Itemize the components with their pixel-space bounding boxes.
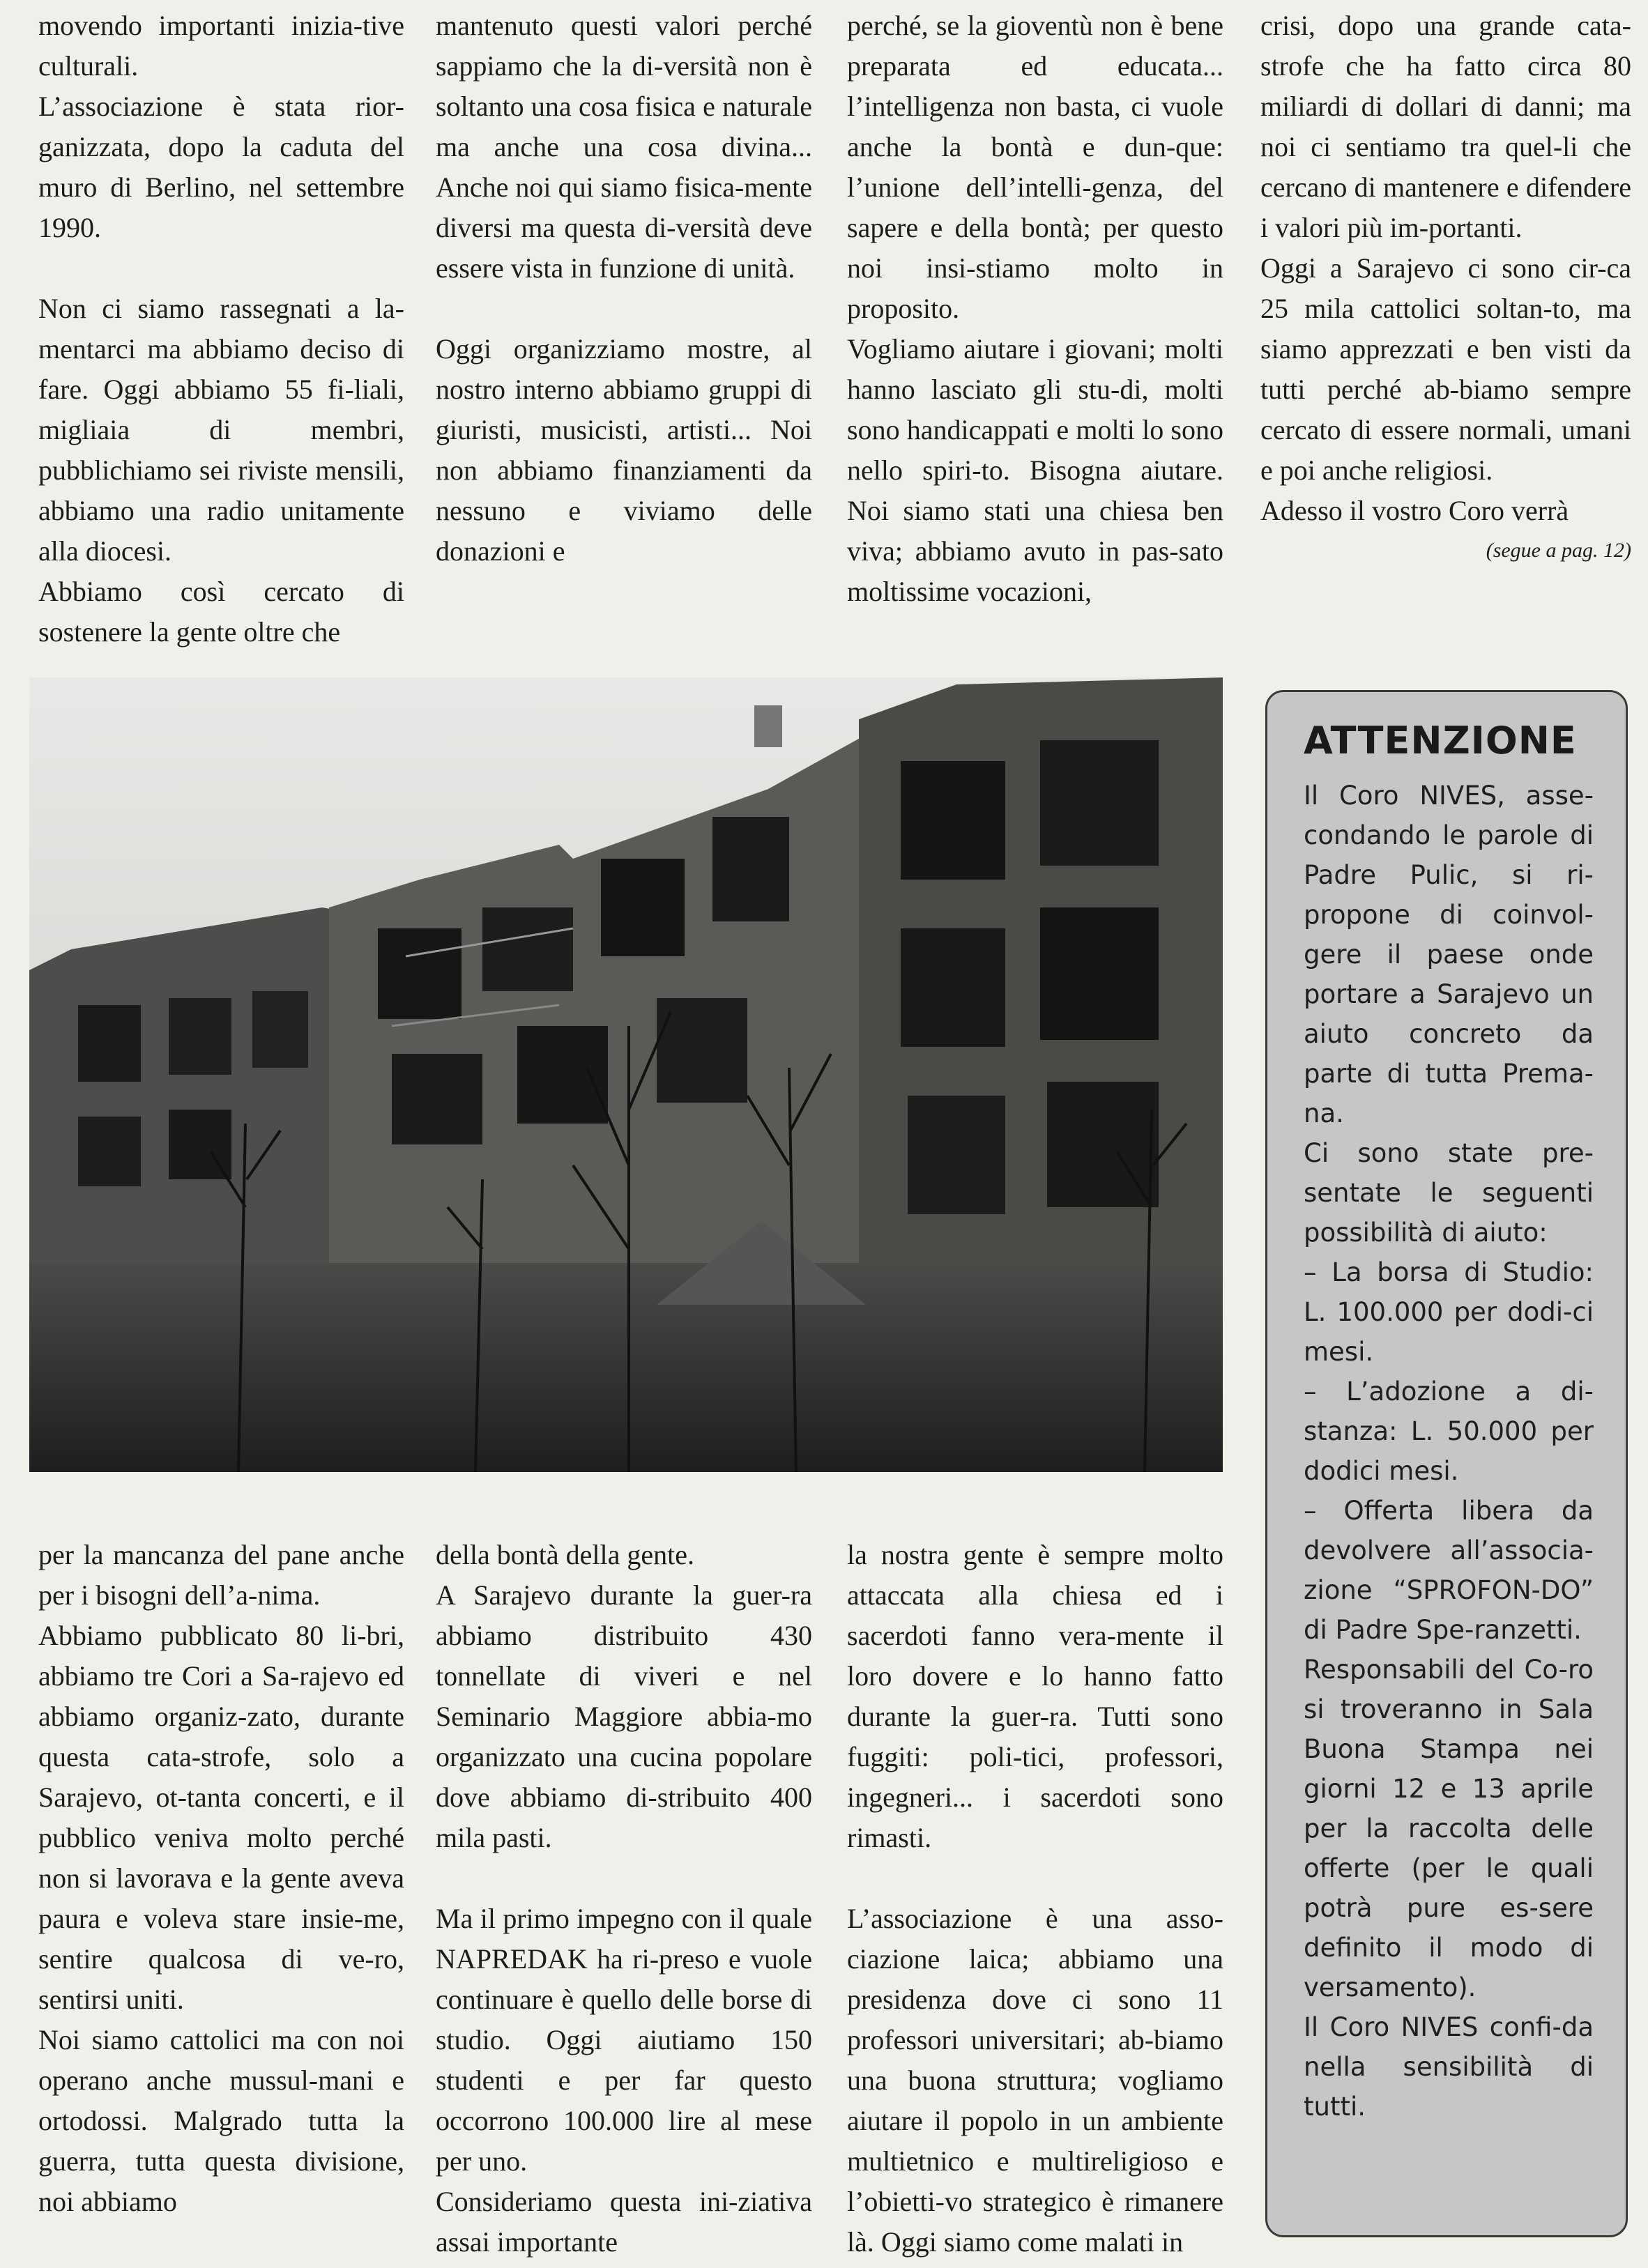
attenzione-sidebar <box>1265 690 1628 2237</box>
article-column-top-4 <box>1260 6 1631 531</box>
paragraph: Vogliamo aiutare i giovani; molti hanno lasciato gli stu-di, molti sono handicappati e molti lo sono nello spiri-to. Bisogna aiutare. Noi siamo stati una chiesa ben viva; abbiamo avuto in pas-sato moltissime vocazioni, <box>847 333 1223 607</box>
sidebar-paragraph: – L’adozione a di-stanza: L. 50.000 per dodici mesi. <box>1304 1377 1594 1486</box>
article-column-bottom-3 <box>847 1535 1223 2262</box>
sidebar-paragraph: Responsabili del Co-ro si troveranno in Sala Buona Stampa nei giorni 12 e 13 aprile per la raccolta delle offerte (per le quali potrà pure es-sere definito il modo di versamento). <box>1304 1655 1594 2002</box>
article-column-bottom-1 <box>38 1535 404 2222</box>
paragraph: A Sarajevo durante la guer-ra abbiamo distribuito 430 tonnellate di viveri e nel Seminario Maggiore abbia-mo organizzato una cucina popolare dove abbiamo di-stribuito 400 mila pasti. <box>436 1579 812 1853</box>
sidebar-paragraph: Il Coro NIVES confi-da nella sensibilità di tutti. <box>1304 2012 1594 2122</box>
article-column-bottom-2 <box>436 1535 812 2262</box>
sidebar-paragraph: – Offerta libera da devolvere all’associa-zione “SPROFON-DO” di Padre Spe-ranzetti. <box>1304 1496 1594 1645</box>
paragraph: perché, se la gioventù non è bene preparata ed educata... l’intelligenza non basta, ci vuole anche la bontà e dun-que: l’unione dell’intelli-genza, del sapere e della bontà; per questo noi insi-stiamo molto in proposito. <box>847 10 1223 324</box>
sidebar-title: ATTENZIONE <box>1304 719 1577 763</box>
article-column-top-2 <box>436 6 812 572</box>
paragraph: Noi siamo cattolici ma con noi operano anche mussul-mani e ortodossi. Malgrado tutta la guerra, tutta questa divisione, noi abbiamo <box>38 2024 404 2217</box>
paragraph: Non ci siamo rassegnati a la-mentarci ma abbiamo deciso di fare. Oggi abbiamo 55 fi-liali, migliaia di membri, pubblichiamo sei riviste mensili, abbiamo una radio unitamente alla diocesi. <box>38 293 404 567</box>
sidebar-paragraph: – La borsa di Studio: L. 100.000 per dodi-ci mesi. <box>1304 1257 1594 1367</box>
paragraph: Oggi a Sarajevo ci sono cir-ca 25 mila cattolici soltan-to, ma siamo apprezzati e ben visti da tutti perché ab-biamo sempre cercato di essere normali, umani e poi anche religiosi. <box>1260 252 1631 486</box>
sidebar-paragraph: Ci sono state pre-sentate le seguenti possibilità di aiuto: <box>1304 1138 1594 1248</box>
paragraph: della bontà della gente. <box>436 1539 694 1570</box>
paragraph: la nostra gente è sempre molto attaccata alla chiesa ed i sacerdoti fanno vera-mente il loro dovere e lo hanno fatto durante la guer-ra. Tutti sono fuggiti: poli-tici, professori, ingegneri... i sacerdoti sono rimasti. <box>847 1539 1223 1853</box>
photo-ruined-buildings <box>29 677 1223 1472</box>
article-column-top-3 <box>847 6 1223 612</box>
continued-note: (segue a pag. 12) <box>1486 539 1631 562</box>
paragraph: Abbiamo così cercato di sostenere la gente oltre che <box>38 576 404 648</box>
ruined-buildings-image <box>29 677 1223 1472</box>
paragraph: Adesso il vostro Coro verrà <box>1260 495 1569 526</box>
paragraph: crisi, dopo una grande cata-strofe che ha fatto circa 80 miliardi di dollari di danni; ma noi ci sentiamo tra quel-li che cercano di mantenere e difendere i valori più im-portanti. <box>1260 10 1631 243</box>
paragraph: Ma il primo impegno con il quale NAPREDAK ha ri-preso e vuole continuare è quello delle borse di studio. Oggi aiutiamo 150 studenti e per far questo occorrono 100.000 lire al mese per uno. <box>436 1903 812 2177</box>
paragraph: per la mancanza del pane anche per i bisogni dell’a-nima. <box>38 1539 404 1611</box>
paragraph: movendo importanti inizia-tive culturali. <box>38 10 404 82</box>
paragraph: Consideriamo questa ini-ziativa assai importante <box>436 2186 812 2258</box>
paragraph: mantenuto questi valori perché sappiamo che la di-versità non è soltanto una cosa fisica e naturale ma anche una cosa divina... Anche noi qui siamo fisica-mente diversi ma questa di-versità deve essere vista in funzione di unità. <box>436 10 812 284</box>
sidebar-paragraph: Il Coro NIVES, asse-condando le parole di Padre Pulic, si ri-propone di coinvol-gere il paese onde portare a Sarajevo un aiuto concreto da parte di tutta Prema-na. <box>1304 781 1594 1128</box>
paragraph: L’associazione è stata rior-ganizzata, dopo la caduta del muro di Berlino, nel settembre 1990. <box>38 91 404 243</box>
paragraph: Abbiamo pubblicato 80 li-bri, abbiamo tre Cori a Sa-rajevo ed abbiamo organiz-zato, durante questa cata-strofe, solo a Sarajevo, ot-tanta concerti, e il pubblico veniva molto perché non si lavorava e la gente aveva paura e voleva stare insie-me, sentire qualcosa di ve-ro, sentirsi uniti. <box>38 1620 404 2015</box>
paragraph: L’associazione è una asso-ciazione laica; abbiamo una presidenza dove ci sono 11 professori universitari; ab-biamo una buona struttura; vogliamo aiutare il popolo in un ambiente multietnico e multireligioso e l’obietti-vo strategico è rimanere là. Oggi siamo come malati in <box>847 1903 1223 2258</box>
article-column-top-1 <box>38 6 404 652</box>
paragraph: Oggi organizziamo mostre, al nostro interno abbiamo gruppi di giuristi, musicisti, artisti... Noi non abbiamo finanziamenti da nessuno e viviamo delle donazioni e <box>436 333 812 567</box>
